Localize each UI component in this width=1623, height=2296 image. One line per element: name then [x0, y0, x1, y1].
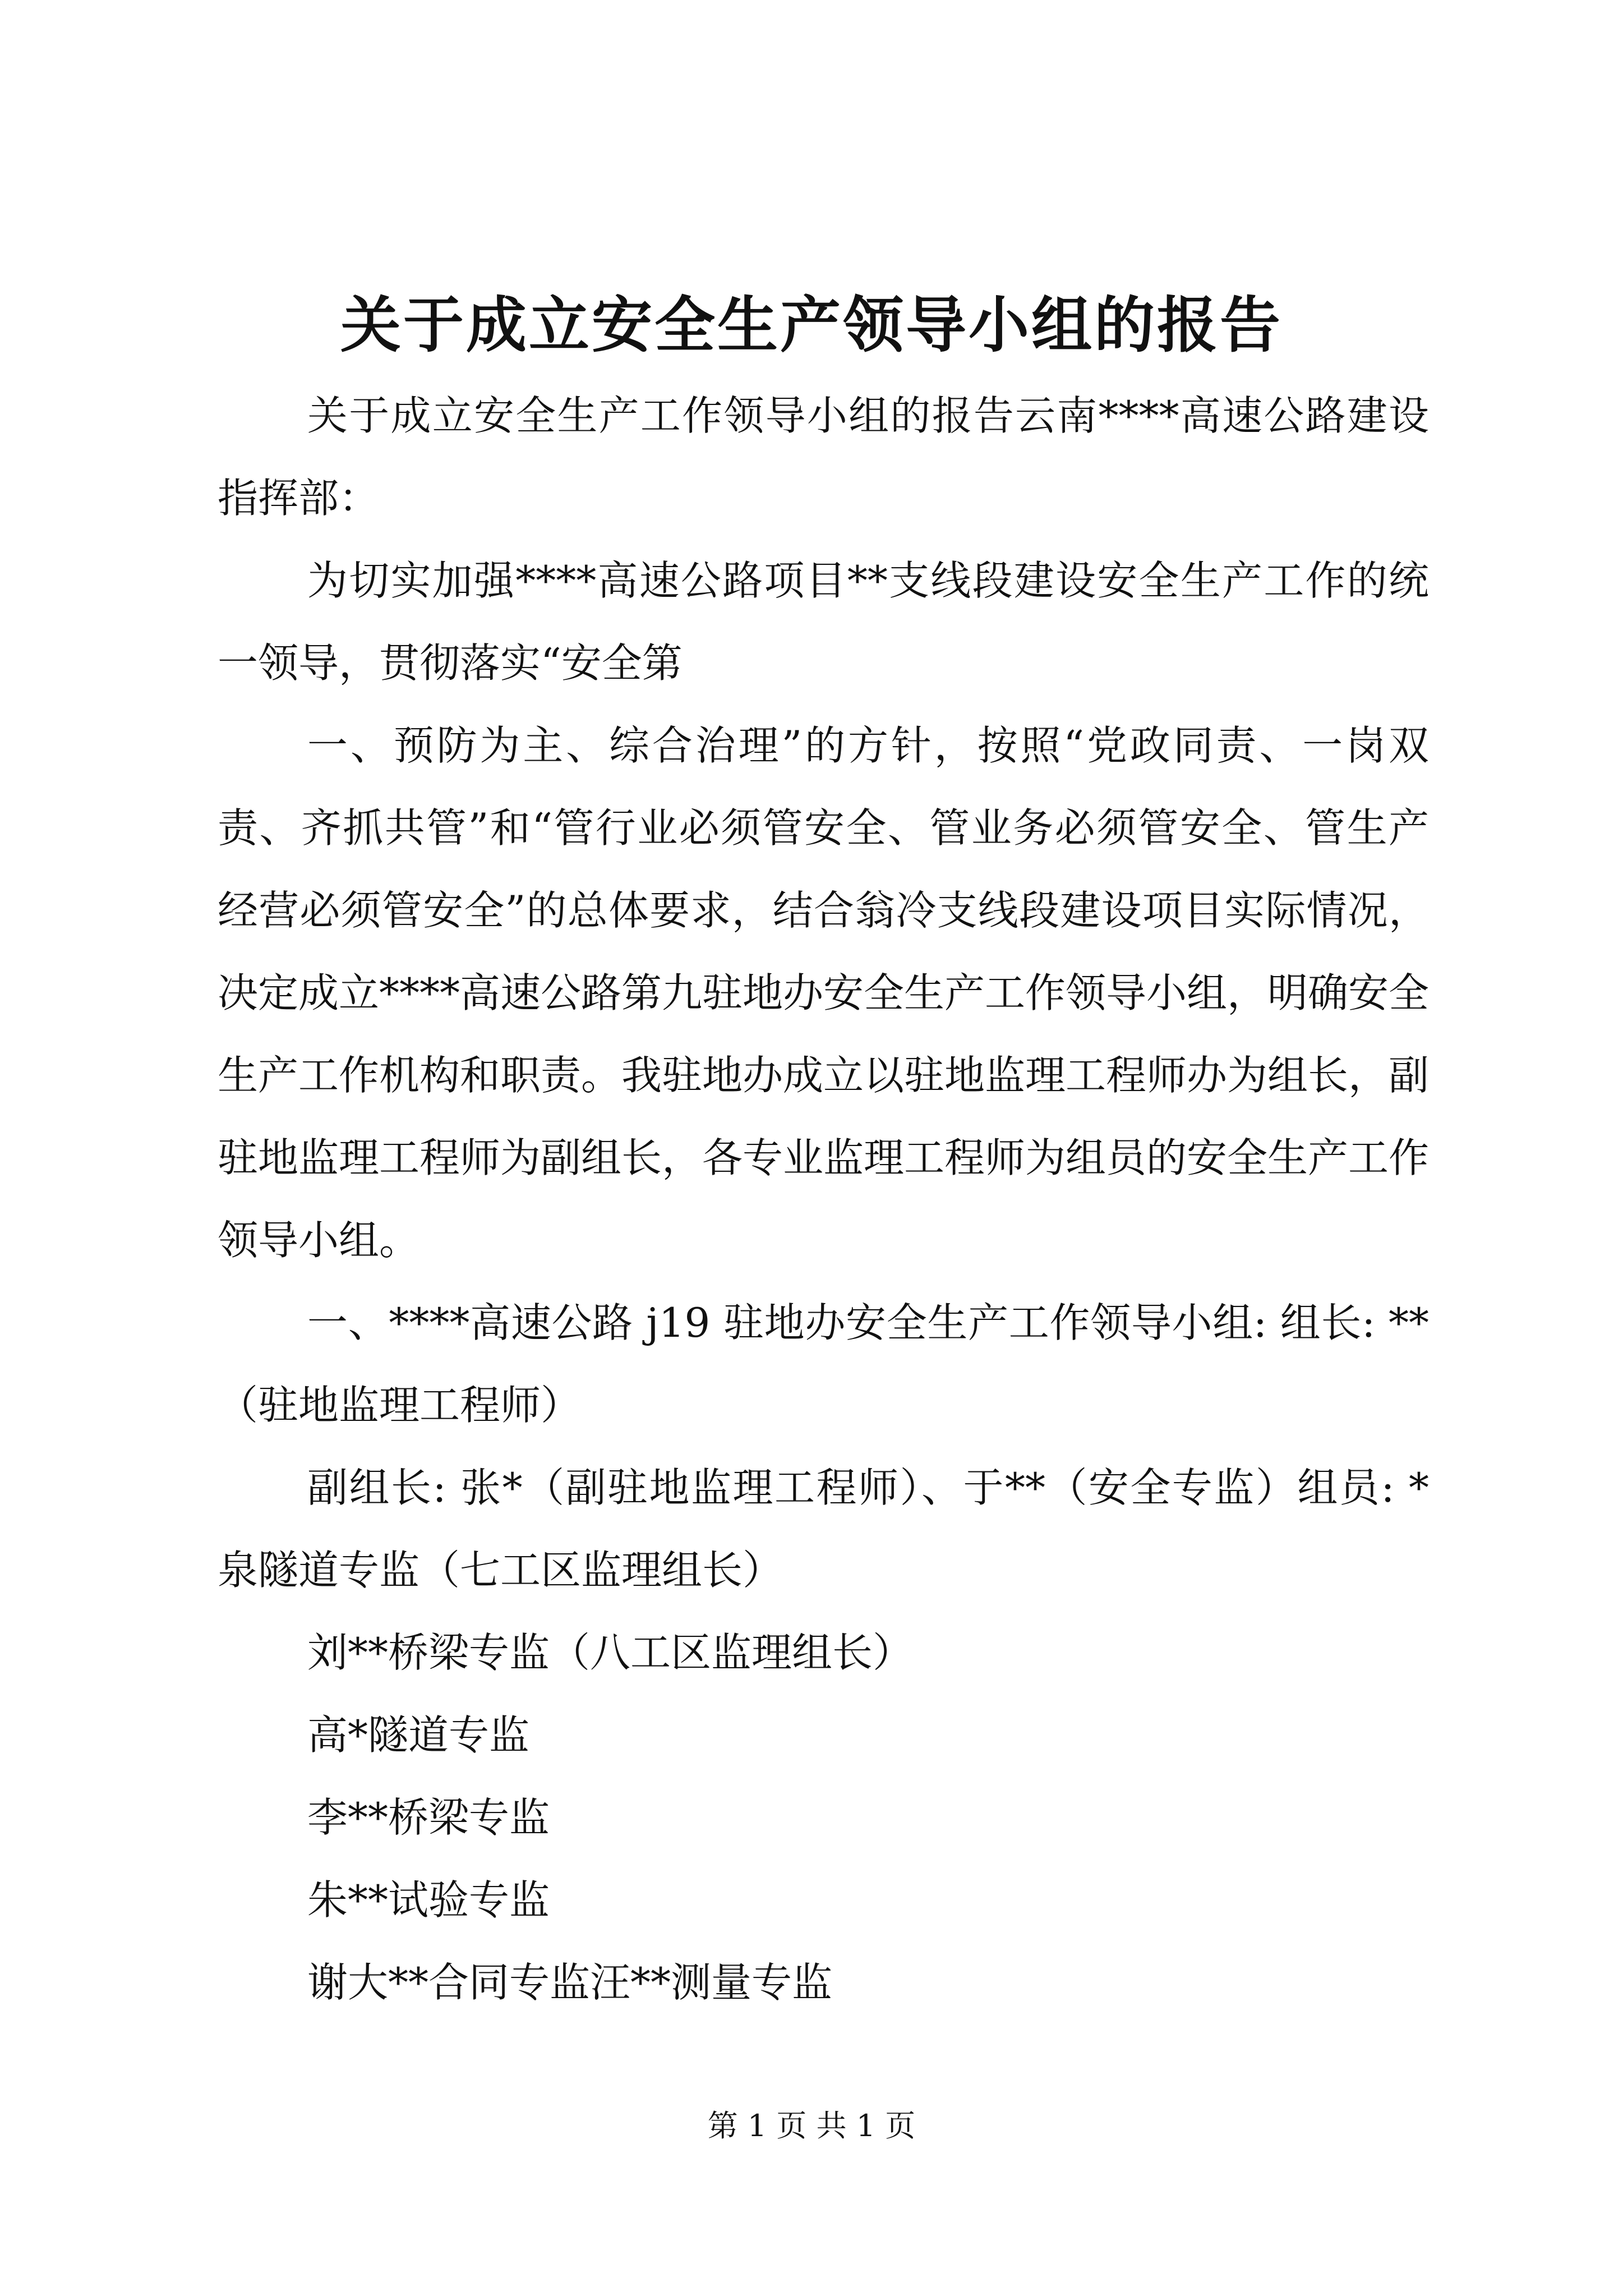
- paragraph-leader: 一、****高速公路 j19 驻地办安全生产工作领导小组: 组长: **（驻地监理工程师）: [218, 1299, 1429, 1429]
- paragraph-policy: 一、预防为主、综合治理”的方针，按照“党政同责、一岗双责、齐抓共管”和“管行业必须管安全、管业务必须管安全、管生产经营必须管安全”的总体要求，结合翁冷支线段建设项目实际情况，决定成立****高速公路第九驻地办安全生产工作领导小组，明确安全生产工作机构和职责。我驻地办成立以驻地监理工程师办为组长，副驻地监理工程师为副组长，各专业监理工程师为组员的安全生产工作领导小组。: [218, 722, 1430, 1264]
- member-line: 谢大**合同专监汪**测量专监: [307, 1959, 833, 2006]
- paragraph-purpose: 为切实加强****高速公路项目**支线段建设安全生产工作的统一领导，贯彻落实“安全第: [218, 557, 1429, 687]
- page-footer: 第 1 页 共 1 页: [707, 2108, 916, 2143]
- paragraph-deputy: 副组长: 张*（副驻地监理工程师）、于**（安全专监）组员: *泉隧道专监（七工区监理组长）: [218, 1464, 1429, 1594]
- document-body: [218, 375, 1429, 2024]
- member-line: 刘**桥梁专监（八工区监理组长）: [307, 1629, 914, 1676]
- member-line: 高*隧道专监: [307, 1711, 530, 1759]
- document-title: 关于成立安全生产领导小组的报告: [340, 290, 1283, 361]
- member-line: 李**桥梁专监: [307, 1794, 550, 1841]
- member-line: 朱**试验专监: [307, 1876, 550, 1924]
- paragraph-salutation: 关于成立安全生产工作领导小组的报告云南****高速公路建设指挥部：: [218, 392, 1429, 522]
